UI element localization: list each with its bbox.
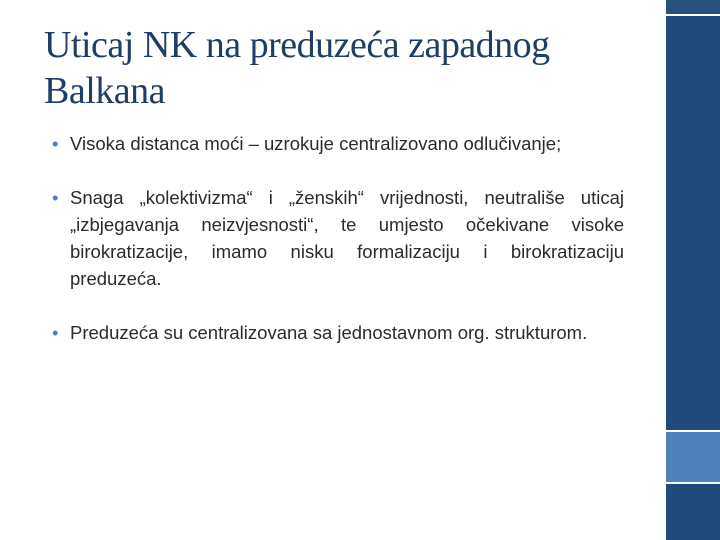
bullet-text: Preduzeća su centralizovana sa jednostavnom org. strukturom. [70,322,588,343]
bullet-marker: • [52,322,59,343]
accent-segment-light [666,430,720,482]
accent-segment-bottom [666,482,720,540]
accent-divider [666,430,720,432]
accent-bar [666,0,720,540]
slide-title: Uticaj NK na preduzeća zapadnog Balkana [44,24,550,112]
bullet-marker: • [52,187,59,208]
bullet-item [52,319,624,346]
bullet-text: Snaga „kolektivizma“ i „ženskih“ vrijednosti, neutrališe uticaj „izbjegavanja neizvjesnosti“, te umjesto očekivane visoke birokratizacije, imamo nisku formalizaciju i birokratizaciju preduzeća. [70,187,624,289]
bullet-list [52,130,624,346]
accent-segment-main [666,14,720,430]
accent-divider [666,482,720,484]
accent-segment-top [666,0,720,14]
bullet-marker: • [52,133,59,154]
bullet-item [52,184,624,292]
bullet-item [52,130,624,157]
accent-divider [666,14,720,16]
bullet-text: Visoka distanca moći – uzrokuje centralizovano odlučivanje; [70,133,562,154]
